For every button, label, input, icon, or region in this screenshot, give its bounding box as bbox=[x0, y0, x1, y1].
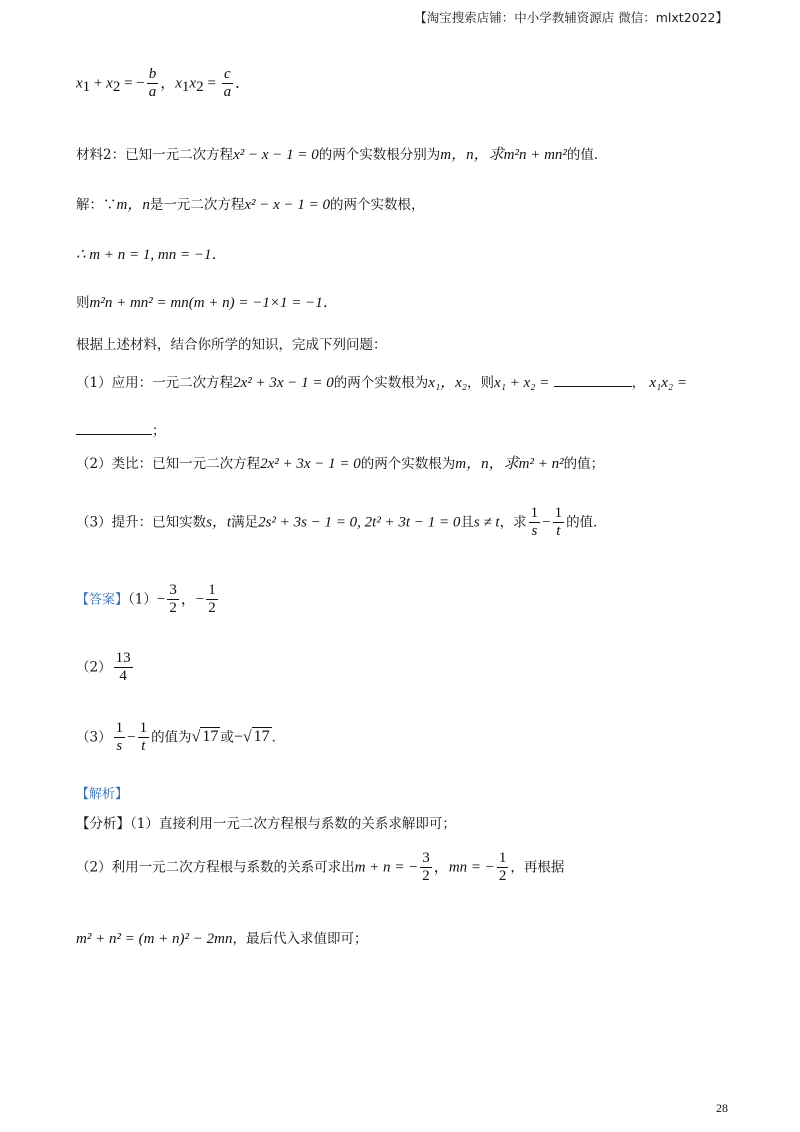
fraction-b-over-a: $\frac{b}{a}$ bbox=[148, 66, 157, 101]
answer-blank-product[interactable] bbox=[76, 420, 152, 435]
analysis-tag: 【解析】 bbox=[76, 787, 129, 802]
header-watermark: 【淘宝搜索店铺：中小学教辅资源店 微信：mlxt2022】 bbox=[414, 10, 728, 25]
answer-1-line: 【答案】（1）− $\frac{3}{2}$ ，− $\frac{1}{2}$ bbox=[76, 582, 216, 617]
answer-tag: 【答案】 bbox=[76, 592, 129, 608]
question-3-line: （3）提升：已知实数s，t满足2s² + 3s − 1 = 0, 2t² + 3t − 1 = 0且s ≠ t，求 $\frac{1}{s}$ − $\frac{1}{t}$ 的值． bbox=[76, 505, 607, 540]
question-2-line: （2）类比：已知一元二次方程2x² + 3x − 1 = 0的两个实数根为m，n，求m² + n²的值； bbox=[76, 456, 605, 472]
fraction-13-over-4: $\frac{13}{4}$ bbox=[115, 650, 131, 685]
fraction-c-over-a: $\frac{c}{a}$ bbox=[223, 66, 232, 101]
question-1-line-2: ； bbox=[76, 420, 740, 441]
fraction-1-over-t: $\frac{1}{t}$ bbox=[554, 505, 563, 540]
fraction-3-over-2-analysis: $\frac{3}{2}$ bbox=[422, 850, 430, 885]
material2-line: 材料2：已知一元二次方程x² − x − 1 = 0的两个实数根分别为m，n，求m²n + mn²的值． bbox=[76, 147, 608, 163]
answer-blank-sum[interactable] bbox=[554, 372, 632, 387]
analysis-2-line: （2）利用一元二次方程根与系数的关系可求出m + n = − $\frac{3}{2}$ ，mn = − $\frac{1}{2}$ ，再根据 bbox=[76, 850, 565, 885]
solution-line: 解：∵m，n是一元二次方程x² − x − 1 = 0的两个实数根， bbox=[76, 197, 425, 213]
page-number: 28 bbox=[716, 1101, 728, 1115]
instruction-line: 根据上述材料，结合你所学的知识，完成下列问题： bbox=[76, 337, 387, 353]
therefore-line: ∴ m + n = 1, mn = −1． bbox=[76, 247, 227, 263]
fraction-1-over-s: $\frac{1}{s}$ bbox=[530, 505, 539, 540]
question-1-line: （1）应用：一元二次方程2x² + 3x − 1 = 0的两个实数根为x₁，x₂，则x₁ + x₂ = ， x₁x₂ = bbox=[76, 372, 740, 394]
answer-2-line: （2） $\frac{13}{4}$ bbox=[76, 650, 131, 685]
answer-3-line: （3） $\frac{1}{s}$ − $\frac{1}{t}$ 的值为√ 17 或−√ 17 ． bbox=[76, 720, 286, 755]
analysis-tag-line bbox=[76, 786, 740, 804]
sqrt-17: √ 17 bbox=[191, 728, 219, 746]
fraction-1-over-2: $\frac{1}{2}$ bbox=[208, 582, 216, 617]
fraction-1-over-t-answer: $\frac{1}{t}$ bbox=[139, 720, 148, 755]
fraction-1-over-s-answer: $\frac{1}{s}$ bbox=[115, 720, 124, 755]
then-line: 则m²n + mn² = mn(m + n) = −1×1 = −1． bbox=[76, 295, 338, 311]
neg-sqrt-17: −√ 17 bbox=[233, 728, 270, 746]
fraction-3-over-2: $\frac{3}{2}$ bbox=[169, 582, 177, 617]
fraction-1-over-2-analysis: $\frac{1}{2}$ bbox=[498, 850, 507, 885]
analysis-1-line: 【分析】（1）直接利用一元二次方程根与系数的关系求解即可； bbox=[76, 816, 456, 832]
vieta-formula-line: $x_1 + x_2$ = − $\frac{b}{a}$ ，$x_1x_2$ = $\frac{c}{a}$ ． bbox=[76, 66, 251, 101]
analysis-3-line: m² + n² = (m + n)² − 2mn，最后代入求值即可； bbox=[76, 931, 368, 947]
